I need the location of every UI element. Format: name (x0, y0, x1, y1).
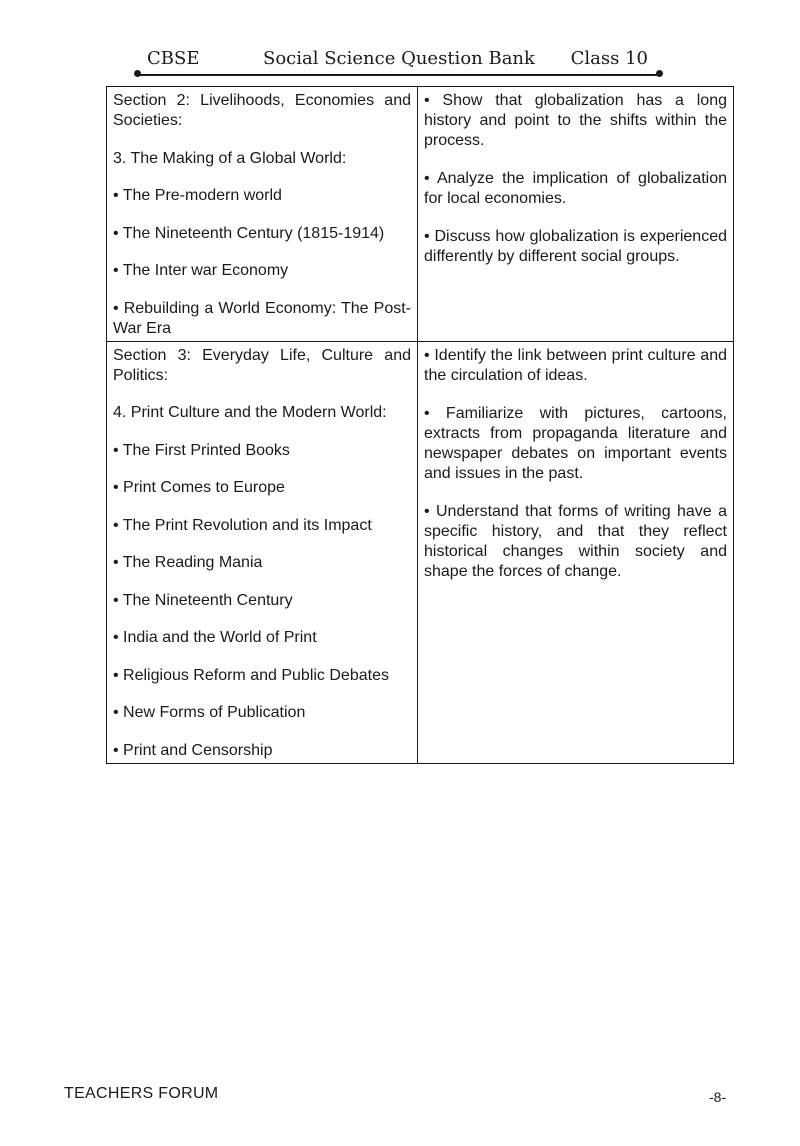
learning-objectives-cell (418, 87, 734, 342)
header-rule-dot-right (656, 70, 663, 77)
objective-item: • Show that globalization has a long history and point to the shifts within the process. (424, 92, 727, 149)
footer-publisher: TEACHERS FORUM (64, 1085, 219, 1102)
topic-item: • The Pre-modern world (113, 187, 282, 204)
topic-item: • Print and Censorship (113, 741, 273, 759)
topic-item: • The Reading Mania (113, 554, 263, 571)
topic-item: • India and the World of Print (113, 629, 317, 646)
topic-item: • New Forms of Publication (113, 704, 306, 721)
topic-item: • Religious Reform and Public Debates (113, 666, 389, 684)
topic-item: • Rebuilding a World Economy: The Post-War Era (113, 299, 411, 337)
topic-item: • The Inter war Economy (113, 262, 289, 279)
objective-item: • Understand that forms of writing have a specific history, and that they reflect historical changes within society and shape the forces of change. (424, 502, 727, 580)
objective-item: • Familiarize with pictures, cartoons, extracts from propaganda literature and newspaper debates on important events and issues in the past. (424, 404, 727, 482)
topic-item: • The Nineteenth Century (1815-1914) (113, 224, 385, 242)
header-rule-dot-left (134, 70, 141, 77)
objective-item: • Identify the link between print culture and the circulation of ideas. (424, 346, 727, 384)
syllabus-table (106, 86, 734, 764)
section-heading: Section 2: Livelihoods, Economies and Societies: (113, 92, 411, 129)
section-heading: Section 3: Everyday Life, Culture and Politics: (113, 346, 411, 384)
syllabus-topics-cell (107, 341, 418, 763)
page-header (135, 48, 660, 74)
header-board: CBSE (147, 48, 200, 69)
topic-item: • The First Printed Books (113, 441, 290, 459)
objective-item: • Discuss how globalization is experienced differently by different social groups. (424, 228, 727, 265)
syllabus-topics-cell (107, 87, 418, 342)
topic-item: • The Print Revolution and its Impact (113, 516, 372, 534)
learning-objectives-cell (418, 341, 734, 763)
objective-item: • Analyze the implication of globalization for local economies. (424, 170, 727, 207)
topic-item: • The Nineteenth Century (113, 591, 293, 609)
table-row (107, 341, 734, 763)
chapter-title: 4. Print Culture and the Modern World: (113, 404, 387, 421)
topic-item: • Print Comes to Europe (113, 479, 285, 496)
header-class: Class 10 (570, 48, 648, 69)
header-rule (138, 74, 658, 76)
page-number: -8- (709, 1089, 727, 1105)
header-title: Social Science Question Bank (263, 48, 535, 69)
chapter-title: 3. The Making of a Global World: (113, 149, 347, 167)
table-row (107, 87, 734, 342)
